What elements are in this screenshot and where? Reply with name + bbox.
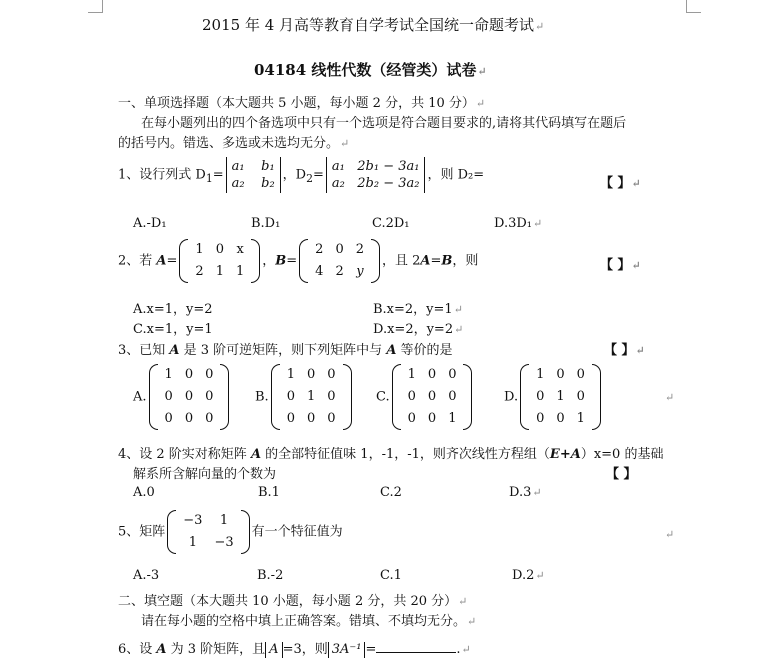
q1-option-b[interactable]	[251, 216, 280, 231]
q2-matrix-a	[179, 239, 260, 283]
matrix-cell: 1	[407, 367, 416, 382]
q4-option-a-text: A.0	[133, 485, 155, 500]
section2-instruction	[141, 610, 476, 629]
q3-text-post: 等价的是	[396, 343, 453, 358]
question-3	[118, 339, 453, 358]
q2-option-a-text: A.x=1，y=2	[133, 302, 213, 317]
q1-d1-cell: a₁	[231, 159, 245, 174]
q2-option-b-text: B.x=2，y=1	[373, 302, 453, 317]
q1-d2-cell: a₂	[331, 176, 345, 191]
q4-matrix-symbol: A	[250, 447, 262, 462]
paragraph-mark: ↵	[477, 65, 487, 78]
q4-option-d[interactable]	[509, 485, 542, 500]
q1-mid: ，D	[282, 167, 307, 183]
q4-option-a[interactable]	[133, 485, 155, 500]
q2-mat-b-cell: 2	[335, 264, 344, 279]
crop-mark-top-left	[88, 0, 103, 13]
q1-d2-cell: a₁	[331, 159, 345, 174]
q3-matrix-symbol: A	[386, 343, 397, 358]
matrix-cell: 0	[286, 411, 295, 426]
q1-d2-cell: 2b₂ − 3a₂	[357, 176, 420, 191]
paragraph-mark: ↵	[532, 486, 542, 499]
q5-option-c-text: C.1	[380, 568, 402, 583]
paragraph-mark: ↵	[453, 303, 463, 316]
q6-eq: =3，则	[282, 642, 328, 657]
paragraph-mark: ↵	[340, 137, 350, 150]
q2-option-b[interactable]	[373, 298, 463, 317]
q4-line2-text: 解系所含解向量的个数为	[133, 467, 277, 482]
paragraph-mark: ↵	[635, 344, 645, 357]
q1-determinant-d1	[226, 157, 281, 193]
q2-option-a[interactable]	[133, 298, 213, 317]
exam-title	[202, 14, 544, 35]
paragraph-mark: ↵	[533, 217, 543, 230]
q1-d1-row1	[232, 158, 275, 175]
matrix-cell: 0	[576, 367, 585, 382]
paragraph-mark: ↵	[461, 643, 471, 656]
matrix-cell: 0	[448, 367, 457, 382]
q4-option-d-text: D.3	[509, 485, 532, 500]
section2-instruction-text: 请在每小题的空格中填上正确答案。错填、不填均无分。	[141, 614, 467, 629]
q4-option-b-text: B.1	[258, 485, 280, 500]
q1-option-c[interactable]	[372, 216, 410, 231]
paragraph-mark: ↵	[665, 391, 675, 404]
paragraph-mark: ↵	[467, 615, 477, 628]
q1-d2-row1	[332, 158, 420, 175]
q4-option-b[interactable]	[258, 485, 280, 500]
q3-option-a[interactable]	[133, 364, 231, 430]
q2-option-c[interactable]	[133, 318, 213, 337]
q1-option-c-text: C.2D₁	[372, 216, 410, 231]
q1-d1-cell: a₂	[231, 176, 245, 191]
q1-d1-cell: b₂	[261, 176, 275, 191]
q1-option-a[interactable]	[133, 216, 167, 231]
matrix-cell: 1	[219, 513, 229, 528]
matrix-cell: 0	[556, 411, 565, 426]
matrix-cell: 0	[536, 389, 545, 404]
matrix-cell: 1	[286, 367, 295, 382]
q2-mat-b-cell: 0	[335, 242, 344, 257]
matrix-cell: 0	[536, 411, 545, 426]
matrix-cell: −3	[183, 513, 203, 528]
matrix-cell: 0	[286, 389, 295, 404]
section1-instruction-text1: 在每小题列出的四个备选项中只有一个选项是符合题目要求的,请将其代码填写在题后	[141, 116, 627, 131]
q3-bracket-text: 【 】	[604, 343, 635, 358]
q1-determinant-d2	[326, 157, 426, 193]
exam-title-text: 2015 年 4 月高等教育自学考试全国统一命题考试	[202, 16, 535, 34]
q2-mat-b-cell: y	[356, 264, 364, 279]
q1-d1-row2	[232, 175, 275, 192]
q5-option-d[interactable]	[512, 568, 545, 583]
q1-d2-cell: 2b₁ − 3a₁	[357, 159, 420, 174]
q2-matrix-b-symbol: B	[275, 253, 287, 269]
q6-mid: 为 3 阶矩阵，且	[166, 642, 266, 657]
matrix-cell: 0	[556, 367, 565, 382]
matrix-cell: 0	[205, 389, 214, 404]
q6-answer-blank[interactable]	[376, 640, 456, 653]
q1-eq1: =	[212, 167, 224, 183]
q1-bracket-text: 【 】	[600, 176, 631, 191]
matrix-cell: 0	[407, 411, 416, 426]
q5-suffix: 有一个特征值为	[251, 524, 343, 540]
q4-line1-mid: 的全部特征值味 1，-1，-1，则齐次线性方程组（	[261, 447, 550, 462]
q2-option-c-text: C.x=1，y=1	[133, 322, 213, 337]
q4-answer-bracket[interactable]	[606, 463, 637, 482]
q1-d2-row2	[332, 175, 420, 192]
q3-option-c-label: C.	[376, 389, 390, 405]
matrix-cell: 1	[576, 411, 585, 426]
q5-option-b[interactable]	[257, 568, 283, 583]
q4-line1-post: ）x=0 的基础	[580, 447, 664, 462]
section2-heading	[118, 590, 467, 609]
q5-option-a-text: A.-3	[133, 568, 160, 583]
matrix-cell: 0	[306, 367, 316, 382]
q4-ea-symbol: E+A	[549, 447, 581, 462]
paragraph-mark: ↵	[458, 595, 468, 608]
q1-suffix: ，则 D₂=	[427, 167, 485, 183]
paragraph-mark: ↵	[535, 20, 545, 33]
q2-mat-a-cell: 1	[215, 264, 224, 279]
q4-line1-pre: 4、设 2 阶实对称矩阵	[118, 447, 251, 462]
q1-option-a-text: A.-D₁	[133, 216, 167, 231]
crop-mark-top-right	[686, 0, 701, 13]
matrix-cell: 0	[448, 389, 457, 404]
q5-option-b-text: B.-2	[257, 568, 284, 583]
q2-option-d[interactable]	[373, 318, 463, 337]
matrix-cell: 1	[306, 389, 316, 404]
q3-option-a-matrix	[149, 364, 230, 430]
q1-eq2: =	[313, 167, 324, 183]
q5-option-c[interactable]	[380, 568, 402, 583]
q6-pre: 6、设	[118, 642, 157, 657]
q6-abs-a: A	[265, 642, 282, 658]
matrix-cell: 0	[164, 389, 173, 404]
paragraph-mark: ↵	[631, 259, 641, 272]
q3-line-end	[664, 390, 674, 405]
q2-suffix-b: B	[441, 253, 453, 269]
q3-option-b-label: B.	[255, 389, 269, 405]
q2-prefix: 2、若	[118, 253, 157, 269]
section1-instruction-line1	[141, 112, 626, 131]
q3-option-a-label: A.	[133, 389, 147, 405]
q2-option-d-text: D.x=2，y=2	[373, 322, 454, 337]
paragraph-mark: ↵	[631, 177, 641, 190]
paragraph-mark: ↵	[665, 528, 675, 541]
q5-line-end	[664, 527, 674, 542]
question-6	[118, 638, 471, 658]
q2-mat-b-cell: 2	[355, 242, 365, 257]
matrix-cell: 1	[536, 367, 545, 382]
q3-option-d[interactable]	[504, 364, 603, 430]
matrix-cell: 0	[407, 389, 416, 404]
matrix-cell: 0	[327, 389, 336, 404]
paragraph-mark: ↵	[475, 97, 486, 110]
q3-option-c-matrix	[392, 364, 473, 430]
q5-option-d-text: D.2	[512, 568, 535, 583]
matrix-cell: 0	[205, 411, 214, 426]
q1-option-d-text: D.3D₁	[494, 216, 532, 231]
q2-answer-bracket[interactable]	[600, 254, 641, 273]
matrix-cell: 1	[448, 411, 457, 426]
q3-text-mid: 是 3 阶可逆矩阵，则下列矩阵中与	[179, 343, 387, 358]
q1-d1-cell: b₁	[261, 159, 275, 174]
q1-option-d[interactable]	[494, 216, 542, 231]
q6-matrix-symbol: A	[156, 642, 167, 657]
matrix-cell: 0	[427, 389, 437, 404]
q3-option-b[interactable]	[255, 364, 354, 430]
exam-subtitle	[254, 59, 487, 80]
q2-mat-a-cell: x	[236, 242, 244, 257]
matrix-cell: 0	[427, 367, 437, 382]
paragraph-mark: ↵	[535, 569, 545, 582]
matrix-cell: 0	[327, 411, 336, 426]
q2-sep: ，	[262, 253, 276, 269]
question-4-line2	[133, 463, 276, 482]
q3-option-d-label: D.	[504, 389, 519, 405]
q1-option-b-text: B.D₁	[251, 216, 281, 231]
q1-prefix: 1、设行列式 D	[118, 167, 206, 183]
section1-heading	[118, 92, 485, 111]
matrix-cell: 1	[164, 367, 173, 382]
q4-option-c[interactable]	[380, 485, 402, 500]
q5-prefix: 5、矩阵	[118, 524, 166, 540]
q6-post: =	[365, 642, 377, 657]
q6-abs-3a-inverse: 3A⁻¹	[328, 642, 366, 658]
q2-mat-a-cell: 1	[235, 264, 245, 279]
matrix-cell: 0	[327, 367, 336, 382]
q2-mat-b-cell: 2	[315, 242, 324, 257]
section1-heading-text: 一、单项选择题（本大题共 5 小题，每小题 2 分，共 10 分）	[118, 96, 475, 111]
q2-suffix-pre: ，且 2	[382, 253, 421, 269]
section1-instruction-line2	[118, 132, 349, 151]
matrix-cell: 0	[164, 411, 173, 426]
q2-suffix-a: A	[420, 253, 431, 269]
question-5	[118, 510, 343, 554]
q3-option-d-matrix	[520, 364, 601, 430]
q4-bracket-text: 【 】	[606, 467, 637, 482]
q4-option-c-text: C.2	[380, 485, 402, 500]
q2-mat-a-cell: 0	[215, 242, 224, 257]
q5-option-a[interactable]	[133, 568, 159, 583]
q1-answer-bracket[interactable]	[600, 172, 641, 191]
matrix-cell: 1	[188, 535, 197, 550]
q3-answer-bracket[interactable]	[604, 339, 645, 358]
matrix-cell: 0	[205, 367, 214, 382]
q2-mat-a-cell: 1	[195, 242, 204, 257]
matrix-cell: 1	[556, 389, 565, 404]
section2-heading-text: 二、填空题（本大题共 10 小题，每小题 2 分，共 20 分）	[118, 594, 458, 609]
question-2	[118, 239, 478, 283]
q2-matrix-b	[299, 239, 380, 283]
q3-option-c[interactable]	[376, 364, 474, 430]
exam-subtitle-text: 04184 线性代数（经管类）试卷	[254, 61, 477, 79]
q2-mat-a-cell: 2	[195, 264, 204, 279]
q3-option-b-matrix	[271, 364, 352, 430]
section1-instruction-text2: 的括号内。错选、多选或未选均无分。	[118, 136, 340, 151]
q5-matrix	[167, 510, 249, 554]
q3-matrix-symbol: A	[169, 343, 180, 358]
matrix-cell: 0	[306, 411, 316, 426]
question-1: 1、设行列式 $D_1=$ a₁ b₁ a₂ b₂ ，$D_2=$ a₁ 2b₁ − 3a₁ a₂ 2b₂ − 3a₂ ，则 D₂=	[118, 159, 485, 191]
paragraph-mark: ↵	[454, 323, 464, 336]
matrix-cell: 0	[184, 367, 194, 382]
q2-matrix-a-symbol: A	[156, 253, 167, 269]
matrix-cell: 0	[184, 389, 194, 404]
matrix-cell: −3	[214, 535, 234, 550]
question-4-line1	[118, 443, 663, 462]
q2-suffix-eq: =	[430, 253, 442, 269]
q3-text-pre: 3、已知	[118, 343, 170, 358]
q2-suffix-post: ，则	[452, 253, 479, 269]
matrix-cell: 0	[576, 389, 585, 404]
q2-eq-b: =	[286, 253, 298, 269]
matrix-cell: 0	[184, 411, 194, 426]
q6-end: .	[456, 642, 461, 657]
q2-eq-a: =	[166, 253, 178, 269]
q2-mat-b-cell: 4	[315, 264, 324, 279]
q2-bracket-text: 【 】	[600, 258, 631, 273]
matrix-cell: 0	[427, 411, 437, 426]
